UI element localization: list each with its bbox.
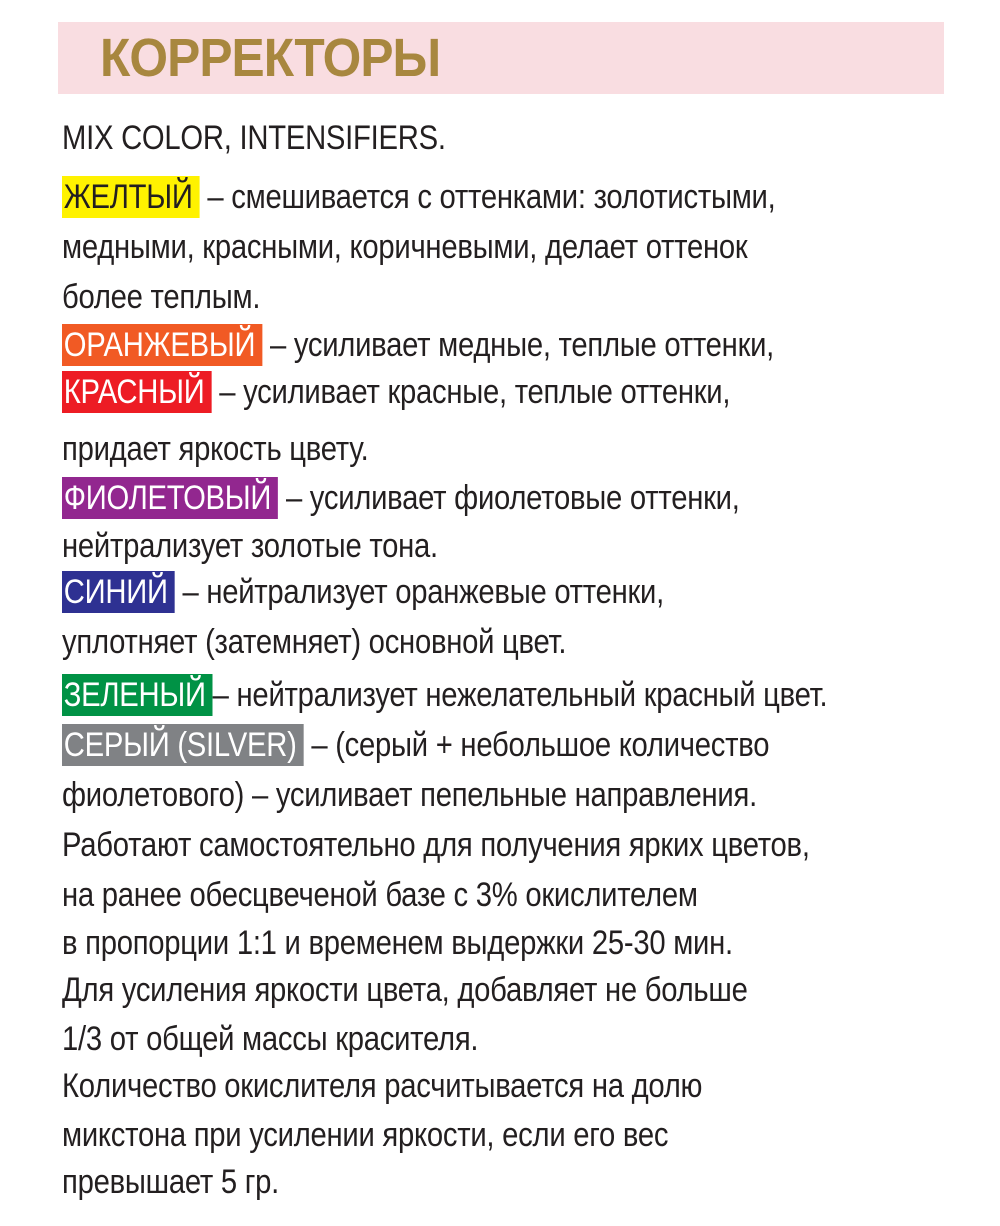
violet-line-1: [62, 476, 740, 520]
gray-line-1: [62, 723, 769, 767]
green-label: ЗЕЛЕНЫЙ: [62, 674, 213, 716]
notes-line-8: превышает 5 гр.: [62, 1163, 280, 1201]
yellow-line-1: [62, 175, 776, 219]
gray-desc-1: – (серый + небольшое количество: [303, 726, 770, 764]
red-label: КРАСНЫЙ: [62, 371, 211, 413]
notes-line-6: Количество окислителя расчитывается на долю: [62, 1067, 703, 1105]
green-line-1: [62, 673, 827, 717]
notes-line-3: в пропорции 1:1 и временем выдержки 25-30 мин.: [62, 924, 733, 962]
red-desc-2: придает яркость цвету.: [62, 430, 369, 468]
notes-line-2: на ранее обесцвеченой базе с 3% окислителем: [62, 876, 698, 914]
red-line-1: [62, 370, 730, 414]
blue-desc-2: уплотняет (затемняет) основной цвет.: [62, 623, 567, 661]
yellow-desc-2: медными, красными, коричневыми, делает оттенок: [62, 228, 748, 266]
notes-line-7: микстона при усилении яркости, если его вес: [62, 1116, 669, 1154]
red-desc-1: – усиливает красные, теплые оттенки,: [211, 373, 731, 411]
orange-label: ОРАНЖЕВЫЙ: [62, 324, 262, 366]
yellow-desc-3: более теплым.: [62, 278, 261, 316]
yellow-label: ЖЕЛТЫЙ: [62, 176, 200, 218]
gray-label: СЕРЫЙ (SILVER): [62, 724, 303, 766]
blue-line-1: [62, 570, 664, 614]
notes-line-5: 1/3 от общей массы красителя.: [62, 1020, 479, 1058]
notes-line-1: Работают самостоятельно для получения ярких цветов,: [62, 826, 810, 864]
violet-label: ФИОЛЕТОВЫЙ: [62, 477, 278, 519]
notes-line-4: Для усиления яркости цвета, добавляет не больше: [62, 971, 748, 1009]
blue-label: СИНИЙ: [62, 571, 175, 613]
violet-desc-2: нейтрализует золотые тона.: [62, 527, 438, 565]
yellow-desc-1: – смешивается с оттенками: золотистыми,: [199, 178, 776, 216]
blue-desc-1: – нейтрализует оранжевые оттенки,: [174, 573, 664, 611]
orange-line-1: [62, 323, 774, 367]
green-desc-1: – нейтрализует нежелательный красный цвет.: [212, 676, 828, 714]
orange-desc-1: – усиливает медные, теплые оттенки,: [262, 326, 775, 364]
violet-desc-1: – усиливает фиолетовые оттенки,: [278, 479, 740, 517]
gray-desc-2: фиолетового) – усиливает пепельные направления.: [62, 776, 757, 814]
page-title: КОРРЕКТОРЫ: [100, 28, 441, 88]
subtitle: MIX COLOR, INTENSIFIERS.: [62, 119, 446, 157]
